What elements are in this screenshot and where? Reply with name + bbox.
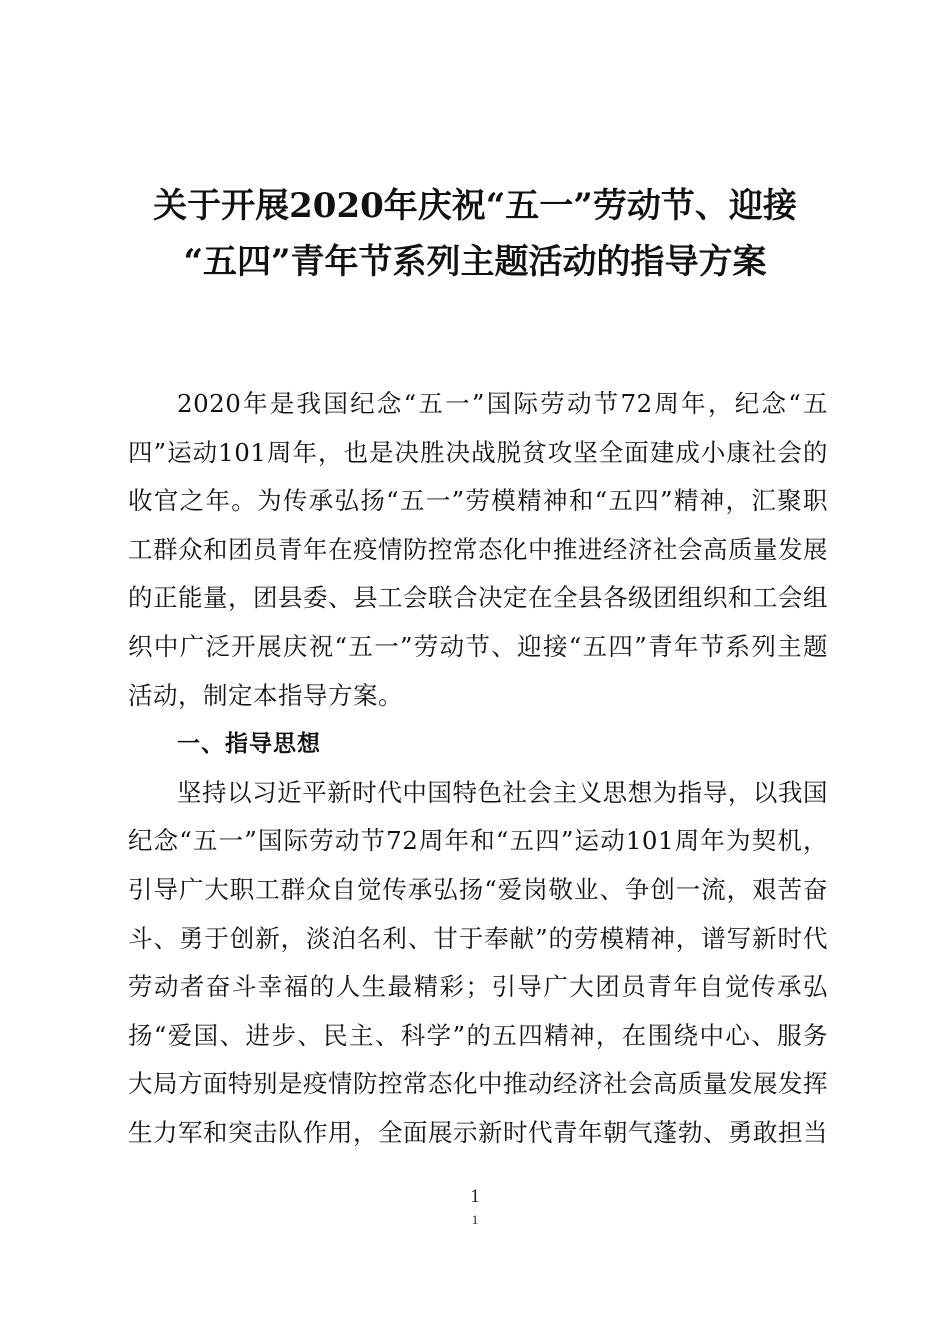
- title-line-1: 关于开展2020年庆祝“五一”劳动节、迎接: [153, 186, 797, 226]
- intro-paragraph: 2020年是我国纪念“五一”国际劳动节72周年，纪念“五四”运动101周年，也是决胜决战脱贫攻坚全面建成小康社会的收官之年。为传承弘扬“五一”劳模精神和“五四”精神，汇聚职工群众和团员青年在疫情防控常态化中推进经济社会高质量发展的正能量，团县委、县工会联合决定在全县各级团组织和工会组织中广泛开展庆祝“五一”劳动节、迎接“五四”青年节系列主题活动，制定本指导方案。: [128, 389, 828, 710]
- title-line-2: “五四”青年节系列主题活动的指导方案: [183, 242, 767, 282]
- page-number-footer: 1: [471, 1212, 479, 1227]
- section-paragraph-guiding-thought: 坚持以习近平新时代中国特色社会主义思想为指导，以我国纪念“五一”国际劳动节72周年和“五四”运动101周年为契机，引导广大职工群众自觉传承弘扬“爱岗敬业、争创一流，艰苦奋斗、勇于创新，淡泊名利、甘于奉献”的劳模精神，谱写新时代劳动者奋斗幸福的人生最精彩；引导广大团员青年自觉传承弘扬“爱国、进步、民主、科学”的五四精神，在围绕中心、服务大局方面特别是疫情防控常态化中推动经济社会高质量发展发挥生力军和突击队作用，全面展示新时代青年朝气蓬勃、勇敢担当: [128, 777, 828, 1147]
- document-body: [128, 380, 828, 1158]
- page-number: 1: [470, 1186, 480, 1207]
- section-heading-guiding-thought: 一、指导思想: [177, 731, 321, 758]
- document-title: [100, 178, 850, 290]
